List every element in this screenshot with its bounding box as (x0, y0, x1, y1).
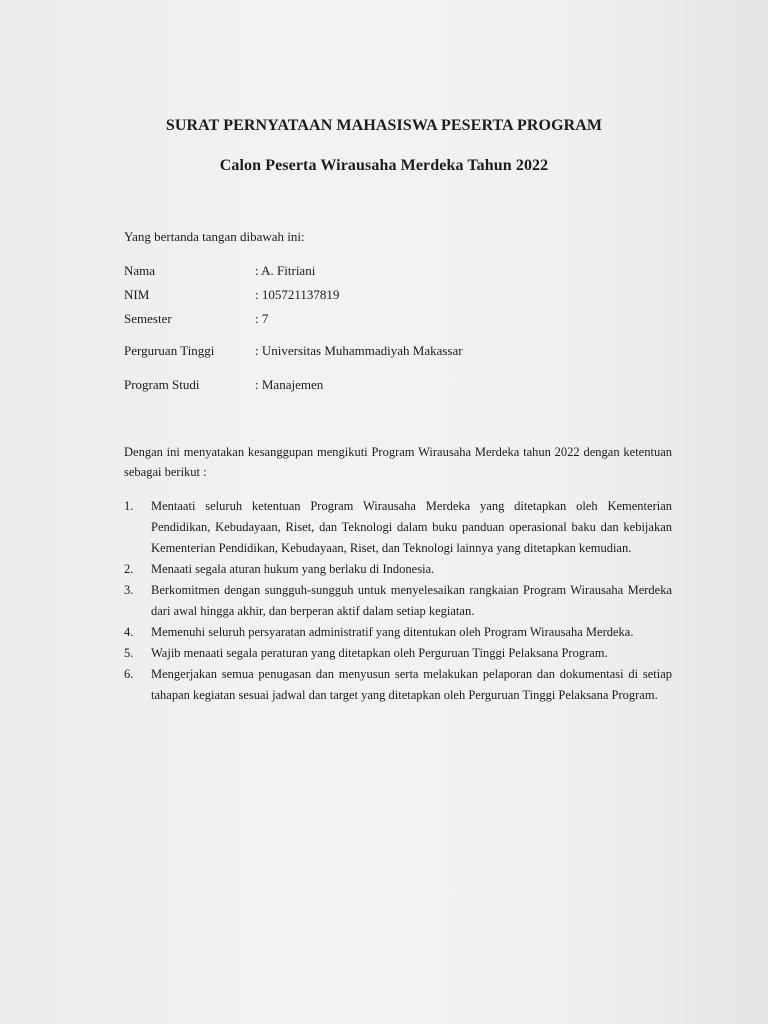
intro-text: Yang bertanda tangan dibawah ini: (124, 229, 305, 244)
document-subtitle: Calon Peserta Wirausaha Merdeka Tahun 2022 (219, 157, 549, 174)
list-item-number: 5. (124, 646, 134, 660)
list-item-number: 2. (124, 562, 134, 576)
list-item-text: Wajib menaati segala peraturan yang ditetapkan oleh Perguruan Tinggi Pelaksana Program. (151, 646, 608, 660)
list-item (124, 580, 672, 622)
field-value-perguruan-tinggi: : Universitas Muhammadiyah Makassar (255, 343, 463, 358)
field-label-perguruan-tinggi: Perguruan Tinggi (124, 343, 215, 358)
field-label-program-studi: Program Studi (124, 377, 200, 392)
list-item-number: 3. (124, 583, 134, 597)
list-item-text: Memenuhi seluruh persyaratan administratif yang ditentukan oleh Program Wirausaha Merdeka. (151, 625, 634, 639)
list-item (124, 559, 672, 580)
list-item (124, 622, 672, 643)
field-label-semester: Semester (124, 311, 172, 326)
list-item (124, 496, 672, 559)
field-label-nama: Nama (124, 263, 156, 278)
list-item-text: Menaati segala aturan hukum yang berlaku di Indonesia. (151, 562, 435, 576)
field-value-nim: : 105721137819 (255, 287, 340, 302)
list-item-number: 6. (124, 667, 134, 681)
field-value-program-studi: : Manajemen (255, 377, 324, 392)
list-item-text: Mengerjakan semua penugasan dan menyusun serta melakukan pelaporan dan dokumentasi di setiap tahapan kegiatan sesuai jadwal dan target yang ditetapkan oleh Perguruan Tinggi Pelaksana Program. (151, 667, 672, 702)
list-item (124, 643, 672, 664)
field-label-nim: NIM (124, 287, 150, 302)
provisions-list (124, 496, 672, 706)
list-item-text: Mentaati seluruh ketentuan Program Wirausaha Merdeka yang ditetapkan oleh Kementerian Pendidikan, Kebudayaan, Riset, dan Teknologi dalam buku panduan operasional baku dan kebijakan Kementerian Pendidikan, Kebudayaan, Riset, dan Teknologi lainnya yang ditetapkan kemudian. (151, 499, 672, 555)
list-item-number: 1. (124, 499, 134, 513)
list-item (124, 664, 672, 706)
document-title: SURAT PERNYATAAN MAHASISWA PESERTA PROGRAM (165, 117, 603, 134)
statement-paragraph: Dengan ini menyatakan kesanggupan mengikuti Program Wirausaha Merdeka tahun 2022 dengan ketentuan sebagai berikut : (124, 445, 672, 479)
field-value-nama: : A. Fitriani (255, 263, 316, 278)
field-value-semester: : 7 (255, 311, 269, 326)
list-item-text: Berkomitmen dengan sungguh-sungguh untuk menyelesaikan rangkaian Program Wirausaha Merdeka dari awal hingga akhir, dan berperan aktif dalam setiap kegiatan. (151, 583, 672, 618)
list-item-number: 4. (124, 625, 134, 639)
